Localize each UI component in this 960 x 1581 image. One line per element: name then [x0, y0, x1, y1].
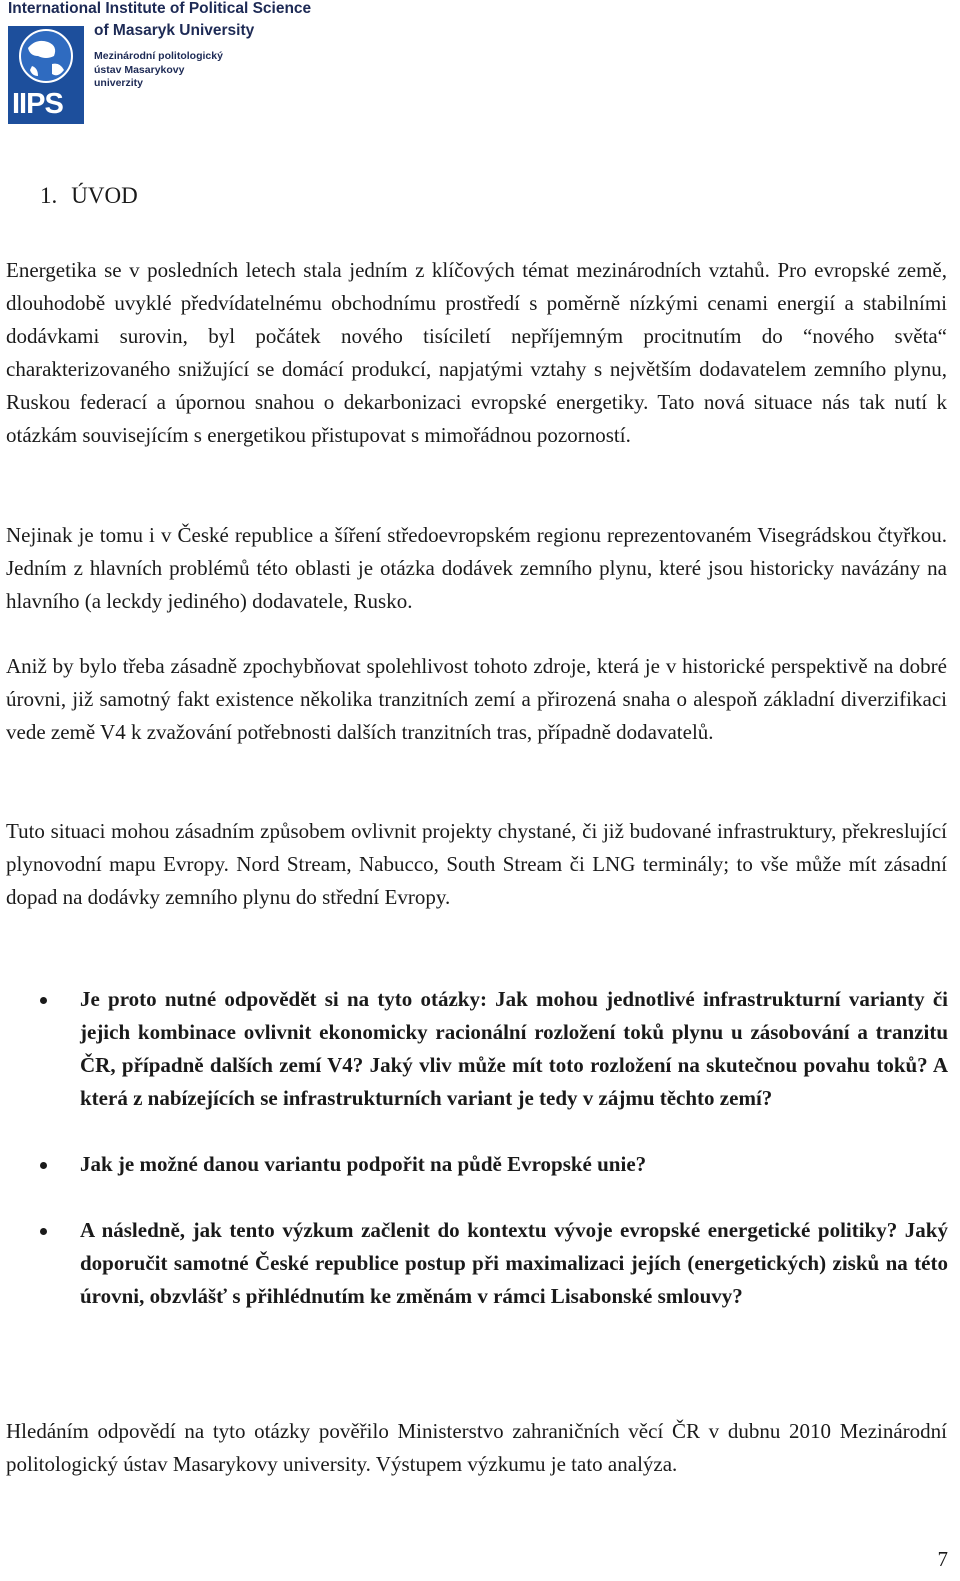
question-item	[0, 1148, 948, 1181]
iips-logo	[8, 26, 84, 124]
paragraph-3: Aniž by bylo třeba zásadně zpochybňovat spolehlivost tohoto zdroje, která je v historické perspektivě na dobré úrovni, již samotný fakt existence několika tranzitních zemí a přirozená snaha o alespoň základní diverzifikaci vede země V4 k zvažování potřebnosti dalších tranzitních tras, případně dodavatelů.	[6, 654, 947, 744]
institute-subname: of Masaryk University	[94, 22, 255, 39]
page-number: 7	[937, 1547, 948, 1571]
question-text: Je proto nutné odpovědět si na tyto otázky: Jak mohou jednotlivé infrastrukturní varianty či jejich kombinace ovlivnit ekonomicky racionální rozložení toků plynu u zásobování a tranzitu ČR, případně dalších zemí V4? Jaký vliv může mít toto rozložení na skutečnou povahu toků? A která z nabízejících se infrastrukturních variant je tedy v zájmu těchto zemí?	[80, 987, 948, 1110]
section-title: ÚVOD	[71, 183, 138, 208]
question-item	[0, 1214, 948, 1313]
institute-czech-name: Mezinárodní politologický ústav Masarykovy univerzity	[94, 50, 223, 89]
question-item	[0, 983, 948, 1115]
paragraph-2: Nejinak je tomu i v České republice a šíření středoevropském regionu reprezentovaném Visegrádskou čtyřkou. Jedním z hlavních problémů této oblasti je otázka dodávek zemního plynu, které jsou historicky navázány na hlavního (a leckdy jediného) dodavatele, Rusko.	[6, 523, 947, 613]
logo-text: IIPS	[12, 88, 63, 120]
document-header	[8, 0, 348, 128]
bullet-icon	[40, 1228, 47, 1235]
bullet-icon	[40, 1162, 47, 1169]
question-text: A následně, jak tento výzkum začlenit do kontextu vývoje evropské energetické politiky? Jaký doporučit samotné České republice postup při maximalizaci jejích (energetických) zisků na této úrovni, obzvlášť s přihlédnutím ke změnám v rámci Lisabonské smlouvy?	[80, 1218, 948, 1308]
section-number: 1.	[40, 183, 58, 208]
paragraph-1: Energetika se v posledních letech stala jedním z klíčových témat mezinárodních vztahů. Pro evropské země, dlouhodobě uvyklé předvídatelnému obchodnímu prostředí s poměrně nízkými cenami energií a stabilními dodávkami surovin, byl počátek nového tisíciletí nepříjemným procitnutím do “nového světa“ charakterizovaného snižující se domácí produkcí, napjatými vztahy s největším dodavatelem zemního plynu, Ruskou federací a úpornou snahou o dekarbonizaci evropské energetiky. Tato nová situace nás tak nutí k otázkám souvisejícím s energetikou přistupovat s mimořádnou pozorností.	[6, 258, 947, 447]
paragraph-4: Tuto situaci mohou zásadním způsobem ovlivnit projekty chystané, či již budované infrastruktury, překreslující plynovodní mapu Evropy. Nord Stream, Nabucco, South Stream či LNG terminály; to vše může mít zásadní dopad na dodávky zemního plynu do střední Evropy.	[6, 819, 947, 909]
bullet-icon	[40, 997, 47, 1004]
institute-name: International Institute of Political Science	[8, 0, 312, 17]
question-list	[0, 983, 948, 1346]
section-heading	[40, 183, 138, 209]
closing-paragraph: Hledáním odpovědí na tyto otázky pověřilo Ministerstvo zahraničních věcí ČR v dubnu 2010 Mezinárodní politologický ústav Masarykovy university. Výstupem výzkumu je tato analýza.	[6, 1419, 947, 1476]
question-text: Jak je možné danou variantu podpořit na půdě Evropské unie?	[80, 1152, 647, 1176]
